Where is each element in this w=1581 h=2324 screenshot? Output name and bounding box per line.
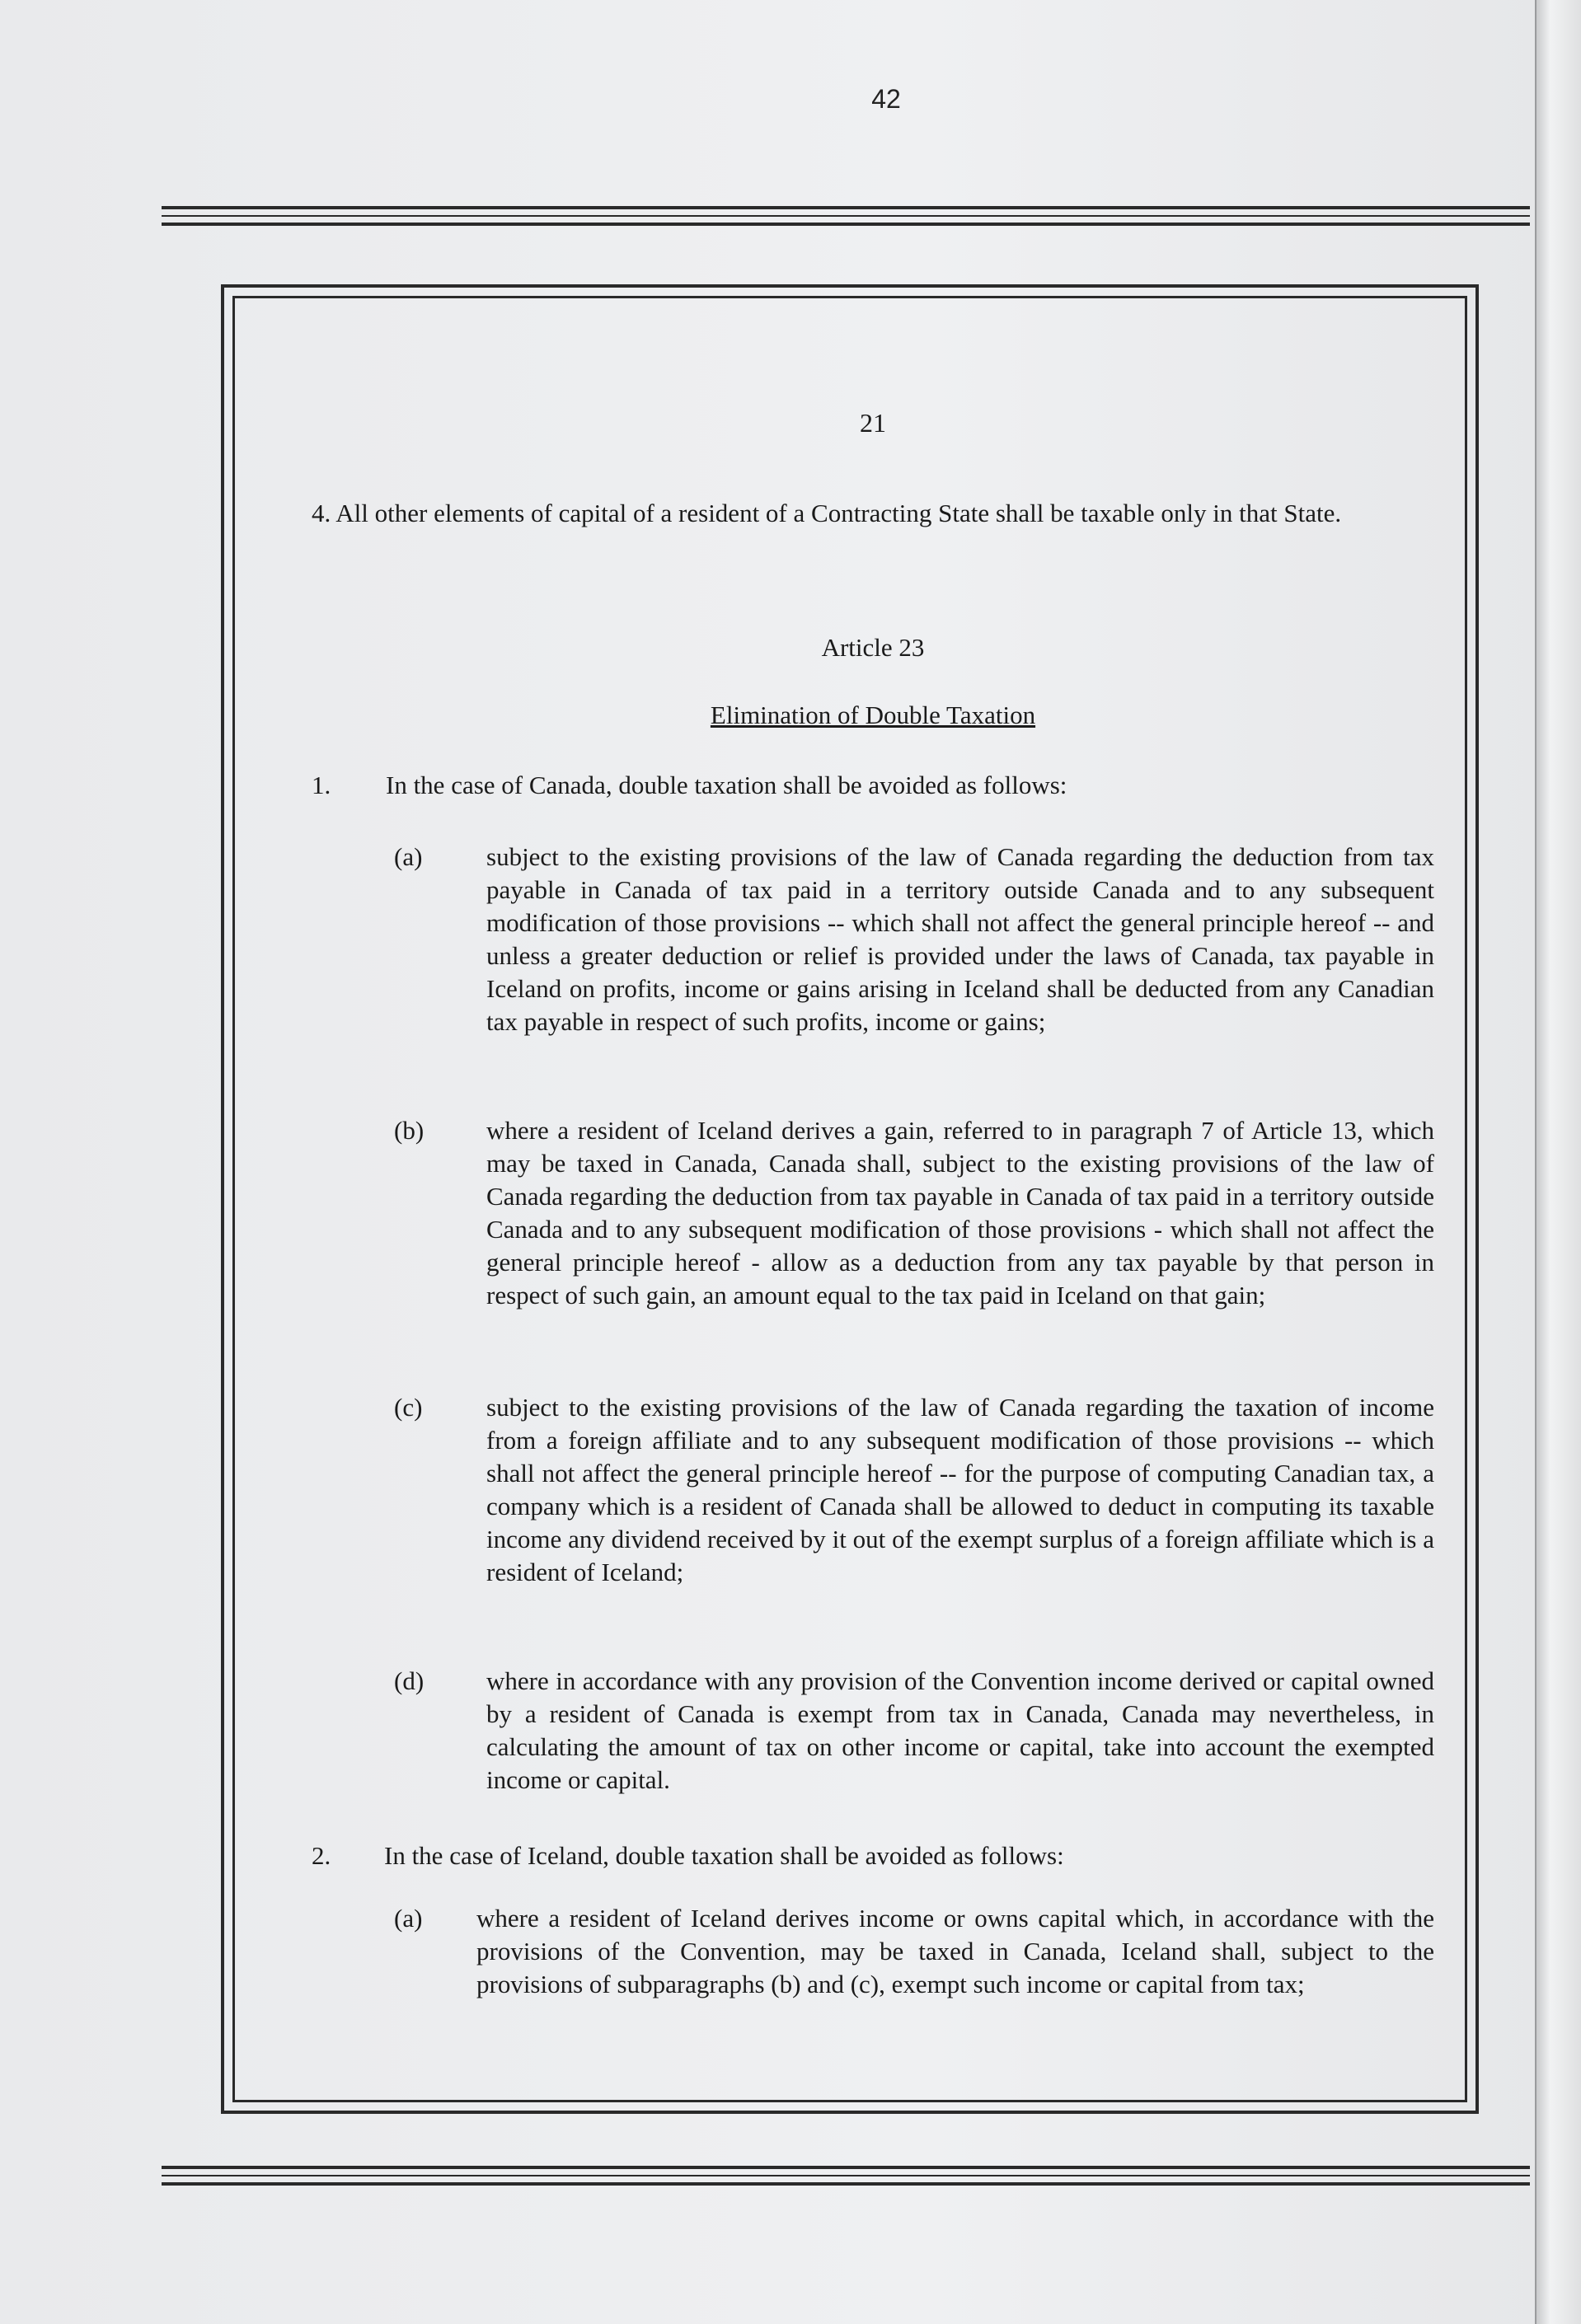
- item-label: (b): [394, 1116, 425, 1145]
- item-label: (a): [394, 1904, 423, 1933]
- item-text: where in accordance with any provision of the Convention income derived or capital owned by a resident of Canada is exempt from tax in Canada, Canada may nevertheless, in calculating the amount of tax on other income or capital, take into account the exempted income or capital.: [486, 1666, 1434, 1794]
- section-1-intro: In the case of Canada, double taxation shall be avoided as follows:: [386, 771, 1067, 799]
- item-text: where a resident of Iceland derives a gain, referred to in paragraph 7 of Article 13, which may be taxed in Canada, Canada shall, subject to the existing provisions of the law of Canada regarding the deduction from tax payable in Canada of tax paid in a territory outside Canada and to any subsequent modification of those provisions - which shall not affect the general principle hereof - allow as a deduction from any tax payable by that person in respect of such gain, an amount equal to the tax paid in Iceland on that gain;: [486, 1116, 1434, 1310]
- paragraph-4: 4. All other elements of capital of a resident of a Contracting State shall be taxable only in that State.: [312, 499, 1342, 527]
- item-label: (a): [394, 842, 423, 871]
- article-title: [312, 700, 1434, 730]
- article-label: Article 23: [821, 633, 925, 662]
- section-1-number: 1.: [312, 771, 331, 799]
- item-text: where a resident of Iceland derives income or owns capital which, in accordance with the provisions of the Convention, may be taxed in Canada, Iceland shall, subject to the provisions of subparagraphs (b) and (c), exempt such income or capital from tax;: [476, 1904, 1434, 1998]
- article-title-text: Elimination of Double Taxation: [710, 700, 1036, 729]
- outer-page-number: 42: [871, 84, 901, 114]
- item-label: (c): [394, 1393, 423, 1422]
- item-text: subject to the existing provisions of the law of Canada regarding the deduction from tax payable in Canada of tax paid in a territory outside Canada and to any subsequent modification of those provisions -- which shall not affect the general principle hereof -- and unless a greater deduction or relief is provided under the laws of Canada, tax payable in Iceland on profits, income or gains arising in Iceland shall be deducted from any Canadian tax payable in respect of such profits, income or gains;: [486, 842, 1434, 1036]
- inner-page-number: 21: [860, 408, 886, 438]
- bottom-rule: [162, 2166, 1530, 2191]
- item-label: (d): [394, 1666, 425, 1695]
- section-2-intro: In the case of Iceland, double taxation shall be avoided as follows:: [384, 1841, 1064, 1870]
- section-2-number: 2.: [312, 1841, 331, 1870]
- item-text: subject to the existing provisions of the law of Canada regarding the taxation of income from a foreign affiliate and to any subsequent modification of those provisions -- which shall not affect the general principle hereof -- for the purpose of computing Canadian tax, a company which is a resident of Canada shall be allowed to deduct in computing its taxable income any dividend received by it out of the exempt surplus of a foreign affiliate which is a resident of Iceland;: [486, 1393, 1434, 1586]
- top-rule: [162, 206, 1530, 232]
- adjacent-page-edge: [1535, 0, 1581, 2324]
